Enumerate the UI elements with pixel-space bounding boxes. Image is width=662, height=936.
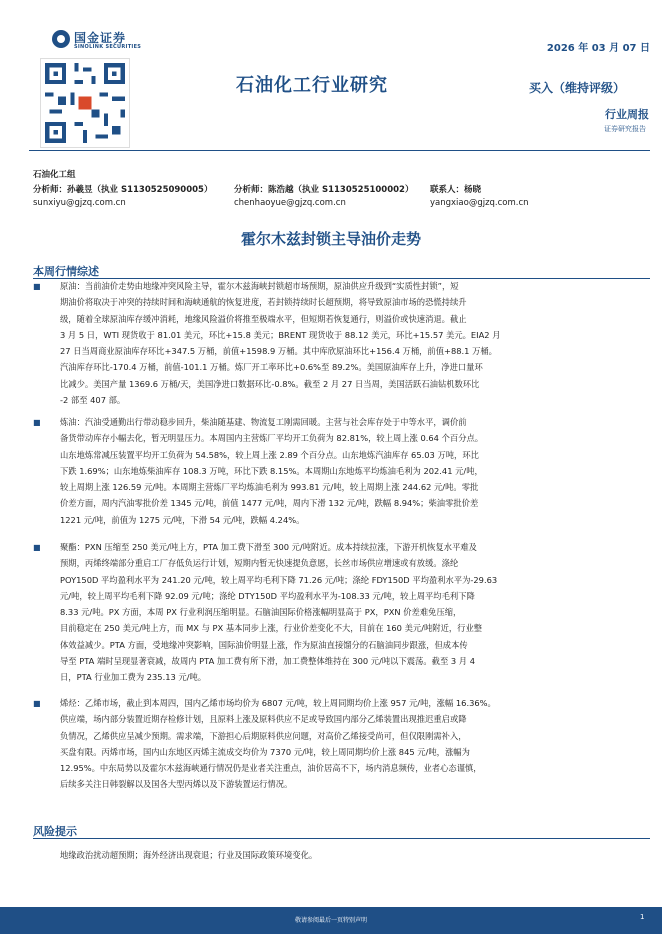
company-name-cn: 国金证券 [74, 31, 127, 45]
text-line: 供应端，场内部分装置近期存检修计划，且原料上涨及原料供应不足或导致国内部分乙烯装置出现推迟重启或降 [60, 714, 467, 725]
analyst-1-email: sunxiyu@gjzq.com.cn [33, 198, 126, 208]
report-headline: 霍尔木兹封锁主导油价走势 [240, 230, 421, 248]
text-line: 较上周期上涨 126.59 元/吨。本周期主营炼厂平均炼油毛利为 993.81 元/吨，较上周期上涨 244.62 元/吨。零批 [60, 482, 479, 493]
text-line: 比减少。美国产量 1369.6 万桶/天，美国净进口数据环比-0.8%。截至 2 月 27 日当周，美国活跃石油钻机数环比 [60, 378, 480, 389]
text-line: 导至 PTA 端时呈现显著衰减，故周内 PTA 加工费有所下滑，加工费整体维持在 300 元/吨以下震荡。截至 3 月 4 [60, 656, 476, 667]
contact-name: 联系人：杨晓 [430, 185, 482, 195]
text-line: 体效益减少。PTA 方面，受地缘冲突影响，国际油价明显上涨，作为原油直接馏分的石脑油同步跟涨，但成本传 [60, 639, 468, 650]
report-title: 石油化工行业研究 [236, 75, 388, 96]
text-line: 3 月 5 日，WTI 现货收于 81.01 美元，环比+15.8 美元；BRENT 现货收于 88.12 美元，环比+15.57 美元。EIA2 月 [60, 329, 501, 340]
text-line: POY150D 平均盈利水平为 241.20 元/吨，较上周平均毛利下降 71.26 元/吨；涤纶 FDY150D 平均盈利水平为-29.63 [60, 574, 498, 585]
contact-email: yangxiao@gjzq.com.cn [430, 198, 529, 208]
text-line: 级，随着全球原油库存缓冲消耗，地缘风险溢价将推至极端水平，但短期若恢复通行，则溢价或快速消退。截止 [60, 313, 467, 324]
section-heading-summary: 本周行情综述 [33, 265, 99, 278]
text-line: 期油价将取决于冲突的持续时间和海峡通航的恢复进度，若封锁持续时长超预期，将导致原油市场的恐慌持续升 [60, 297, 467, 308]
text-line: 汽油库存环比-170.4 万桶，前值-101.1 万桶。炼厂开工率环比+0.6%至 89.2%。美国原油库存上升，净进口量环 [60, 362, 483, 373]
bullet-icon: ■ [33, 418, 41, 427]
footer-disclaimer: 敬请参阅最后一页特别声明 [294, 917, 367, 924]
paragraph-olefins [60, 695, 658, 793]
text-line: 山东地炼常减压装置平均开工负荷为 54.58%，较上周上涨 2.89 个百分点。山东地炼汽油库存 65.03 万吨，环比 [60, 449, 479, 460]
report-kind: 行业周报 [605, 108, 649, 121]
text-line: 下跌 1.69%；山东地炼柴油库存 108.3 万吨，环比下跌 8.15%。本周期山东地炼平均炼油毛利为 202.41 元/吨， [60, 465, 483, 476]
text-line: 买盘有限。丙烯市场，国内山东地区丙烯主流成交均价为 7370 元/吨，较上周同期均价上涨 845 元/吨，涨幅为 [60, 746, 470, 757]
text-line: -2 部至 407 部。 [60, 395, 126, 406]
text-line: 27 日当周商业原油库存环比+347.5 万桶，前值+1598.9 万桶。其中库欣原油环比+156.4 万桶，前值+88.1 万桶。 [60, 346, 497, 357]
analyst-2-name: 分析师：陈浩越（执业 S1130525100002） [234, 185, 414, 195]
rating-label: 买入（维持评级） [529, 81, 626, 95]
section-divider [33, 838, 650, 839]
analyst-1-name: 分析师：孙羲昱（执业 S1130525090005） [33, 185, 213, 195]
analyst-2-email: chenhaoyue@gjzq.com.cn [234, 198, 346, 208]
text-line: 价差方面，周内汽油零批价差 1345 元/吨，前值 1477 元/吨，周内下滑 132 元/吨，跌幅 8.94%；柴油零批价差 [60, 498, 479, 509]
section-heading-risk: 风险提示 [33, 825, 77, 838]
text-line: 元/吨，较上周平均毛利下降 92.09 元/吨；涤纶 DTY150D 平均盈利水平为-108.33 元/吨，较上周平均毛利下降 [60, 590, 475, 601]
report-type: 证券研究报告 [604, 125, 646, 133]
qr-code-icon [40, 58, 130, 148]
text-line: 原油：当前油价走势由地缘冲突风险主导，霍尔木兹海峡封锁超市场预期，原油供应升级到“实质性封锁”，短 [60, 281, 459, 291]
risk-text: 地缘政治扰动超预期；海外经济出现衰退；行业及国际政策环境变化。 [60, 850, 318, 860]
paragraph-polyester [60, 539, 658, 686]
paragraph-crude-oil [60, 278, 658, 408]
report-date: 2026 年 03 月 07 日 [546, 43, 650, 54]
text-line: 备货带动库存小幅去化，暂无明显压力。本周国内主营炼厂平均开工负荷为 82.81%，较上周上涨 0.64 个百分点。 [60, 433, 484, 444]
text-line: 烯烃：乙烯市场，截止到本周四，国内乙烯市场均价为 6807 元/吨，较上周同期均价上涨 957 元/吨，涨幅 16.36%。 [60, 698, 496, 708]
header-divider [29, 150, 650, 151]
text-line: 8.33 元/吨。PX 方面，本周 PX 行业利润压缩明显。石脑油国际价格涨幅明显高于 PX，PXN 价差难免压缩， [60, 607, 462, 618]
text-line: 预期，丙烯终端部分重启工厂存低负运行计划，短期内暂无快速提负意愿，长丝市场供应增速或有放缓。涤纶 [60, 558, 459, 569]
text-line: 12.95%。中东局势以及霍尔木兹海峡通行情况仍是业者关注重点，油价居高不下，场内消息频传，业者心态谨慎， [60, 763, 482, 774]
text-line: 炼油：汽油受通勤出行带动稳步回升，柴油随基建、物流复工刚需回暖。主营与社会库存处于中等水平，调价前 [60, 417, 467, 427]
bullet-icon: ■ [33, 543, 41, 552]
text-line: 目前稳定在 250 美元/吨上方，而 MX 与 PX 基本同步上涨，行业价差变化不大，目前在 160 美元/吨附近，行业整 [60, 623, 483, 634]
bullet-icon: ■ [33, 282, 41, 291]
paragraph-refining [60, 414, 658, 528]
text-line: 聚酯：PXN 压缩至 250 美元/吨上方，PTA 加工费下滑至 300 元/吨附近。成本持续拉涨，下游开机恢复水平难及 [60, 542, 477, 552]
company-logo-icon [52, 30, 70, 48]
bullet-icon: ■ [33, 699, 41, 708]
company-name-en: SINOLINK SECURITIES [74, 44, 142, 50]
text-line: 1221 元/吨，前值为 1275 元/吨，下滑 54 元/吨，跌幅 4.24%。 [60, 514, 305, 525]
team-name: 石油化工组 [33, 170, 76, 180]
text-line: 日，PTA 行业加工费为 235.13 元/吨。 [60, 672, 207, 683]
text-line: 后续多关注日韩裂解以及国各大型丙烯以及下游装置运行情况。 [60, 779, 293, 790]
text-line: 负情况，乙烯供应呈减少预期。需求端，下游担心后期原料供应问题，对高价乙烯接受尚可，但仅限刚需补入， [60, 730, 467, 741]
page-number: 1 [640, 913, 645, 921]
